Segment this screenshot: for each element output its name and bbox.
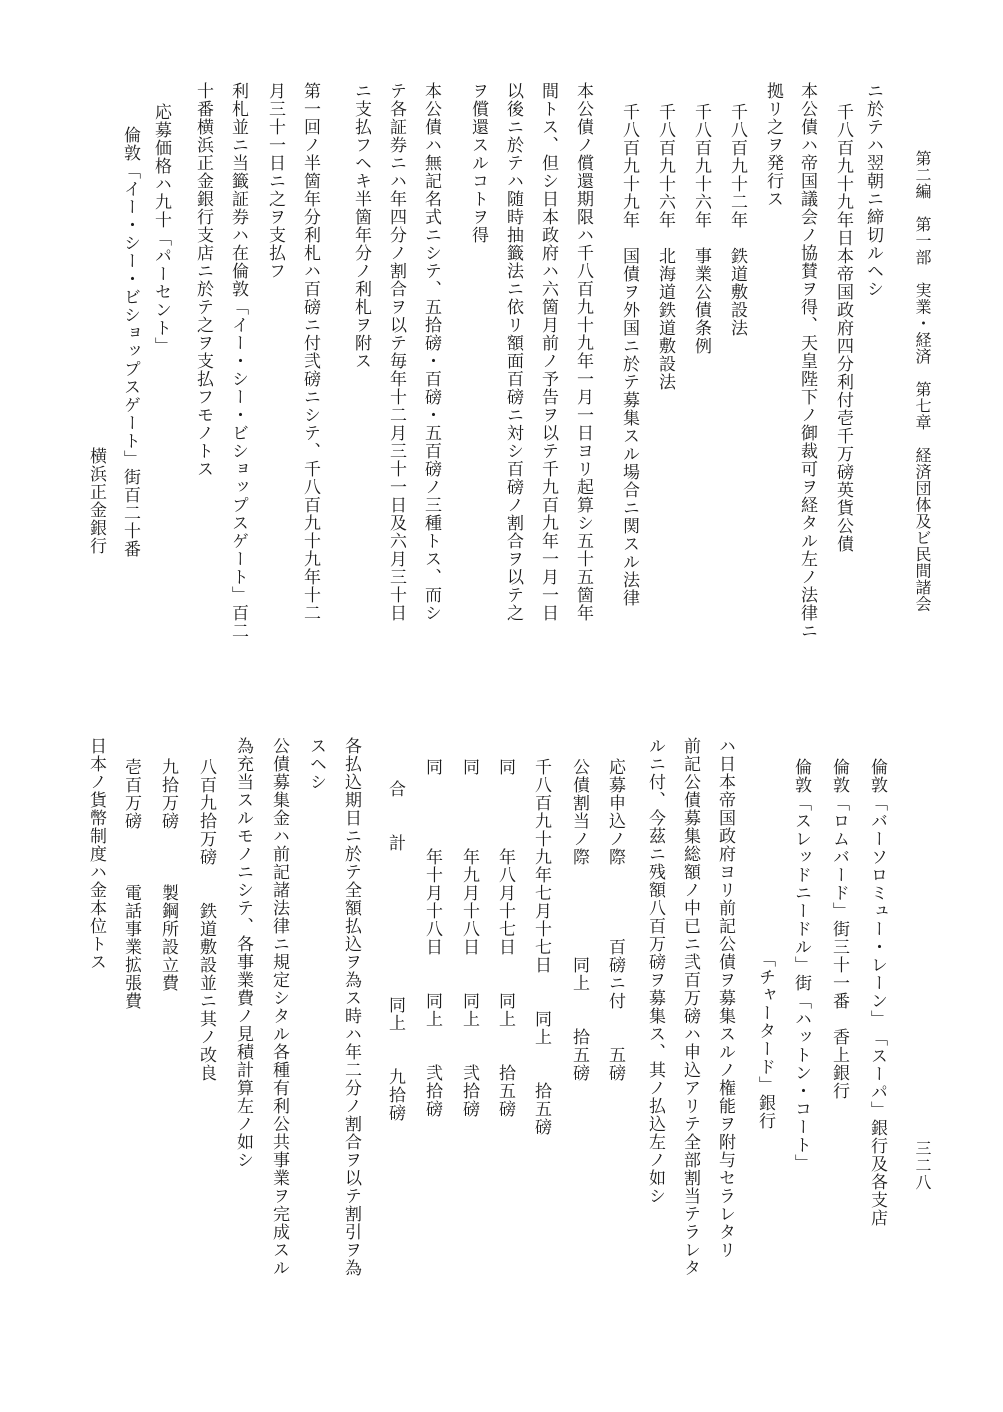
lower-line-3: 倫敦「スレッドニードル」街「ハットン・コート」 xyxy=(791,758,811,1172)
lower-line-4: 「チャータード」銀行 xyxy=(755,950,775,1130)
lower-line-21: 壱百万磅 電話事業拡張費 xyxy=(121,758,141,1010)
upper-line-5: 千八百九十二年 鉄道敷設法 xyxy=(727,103,747,337)
upper-line-1: ニ於テハ翌朝ニ締切ルヘシ xyxy=(863,82,883,298)
upper-line-17: 月三十一日ニ之ヲ支払フ xyxy=(265,82,285,280)
upper-line-15: ニ支払フヘキ半箇年分ノ利札ヲ附ス xyxy=(351,82,371,370)
lower-line-16: スヘシ xyxy=(306,737,326,791)
upper-line-9: 本公債ノ償還期限ハ千八百九十九年一月一日ヨリ起算シ五十五箇年 xyxy=(573,82,593,622)
upper-line-13: 本公債ハ無記名式ニシテ、五拾磅・百磅・五百磅ノ三種トス、而シ xyxy=(421,82,441,622)
lower-line-19: 八百九拾万磅 鉄道敷設並ニ其ノ改良 xyxy=(196,758,216,1082)
lower-line-14: 合 計 同上 九拾磅 xyxy=(385,780,405,1122)
lower-line-5: ハ日本帝国政府ヨリ前記公債ヲ募集スルノ権能ヲ附与セラレタリ xyxy=(715,737,735,1259)
upper-line-7: 千八百九十六年 北海道鉄道敷設法 xyxy=(655,103,675,391)
upper-line-3: 本公債ハ帝国議会ノ協賛ヲ得、天皇陛下ノ御裁可ヲ経タル左ノ法律ニ xyxy=(797,82,817,640)
upper-line-8: 千八百九十九年 国債ヲ外国ニ於テ募集スル場合ニ関スル法律 xyxy=(619,103,639,607)
upper-line-21: 倫敦「イー・シー・ビショップスゲート」街百二十番 xyxy=(120,126,140,558)
upper-line-19: 十番横浜正金銀行支店ニ於テ之ヲ支払フモノトス xyxy=(193,82,213,478)
upper-line-2: 千八百九十九年日本帝国政府四分利付壱千万磅英貨公債 xyxy=(833,103,853,553)
lower-line-2: 倫敦「ロムバード」街三十一番 香上銀行 xyxy=(829,758,849,1100)
upper-line-4: 拠リ之ヲ発行ス xyxy=(763,82,783,208)
lower-line-17: 公債募集金ハ前記諸法律ニ規定シタル各種有利公共事業ヲ完成スル xyxy=(269,737,289,1277)
lower-line-1: 倫敦「バーソロミュー・レーン」 「スーパ」銀行及各支店 xyxy=(867,758,887,1227)
upper-line-14: テ各証券ニハ年四分ノ割合ヲ以テ毎年十二月三十一日及六月三十日 xyxy=(386,82,406,622)
upper-line-10: 間トス、但シ日本政府ハ六箇月前ノ予告ヲ以テ千九百九年一月一日 xyxy=(538,82,558,622)
lower-line-6: 前記公債募集総額ノ中已ニ弐百万磅ハ申込アリテ全部割当テラレタ xyxy=(680,737,700,1277)
lower-line-20: 九拾万磅 製鋼所設立費 xyxy=(158,758,178,992)
upper-line-6: 千八百九十六年 事業公債条例 xyxy=(691,103,711,355)
upper-line-11: 以後ニ於テハ随時抽籤法ニ依リ額面百磅ニ対シ百磅ノ割合ヲ以テ之 xyxy=(503,82,523,622)
lower-line-18: 為充当スルモノニシテ、各事業費ノ見積計算左ノ如シ xyxy=(233,737,253,1169)
upper-line-16: 第一回ノ半箇年分利札ハ百磅ニ付弐磅ニシテ、千八百九十九年十二 xyxy=(300,82,320,622)
upper-line-22: 横浜正金銀行 xyxy=(86,447,106,555)
lower-line-22: 日本ノ貨幣制度ハ金本位トス xyxy=(86,737,106,971)
lower-line-7: ルニ付、今茲ニ残額八百万磅ヲ募集ス、其ノ払込左ノ如シ xyxy=(645,737,665,1205)
running-head: 第二編 第一部 実業・経済 第七章 経済団体及ビ民間諸会 xyxy=(913,150,932,612)
lower-line-9: 公債割当ノ際 同上 拾五磅 xyxy=(569,758,589,1082)
upper-line-12: ヲ償還スルコトヲ得 xyxy=(468,82,488,244)
lower-line-11: 同 年八月十七日 同上 拾五磅 xyxy=(495,758,515,1118)
lower-line-13: 同 年十月十八日 同上 弐拾磅 xyxy=(422,758,442,1118)
lower-line-15: 各払込期日ニ於テ全額払込ヲ為ス時ハ年二分ノ割合ヲ以テ割引ヲ為 xyxy=(341,737,361,1277)
lower-line-12: 同 年九月十八日 同上 弐拾磅 xyxy=(459,758,479,1118)
lower-line-10: 千八百九十九年七月十七日 同上 拾五磅 xyxy=(531,758,551,1136)
upper-line-18: 利札並ニ当籤証券ハ在倫敦「イー・シー・ビショップスゲート」百二 xyxy=(228,82,248,640)
lower-line-8: 応募申込ノ際 百磅ニ付 五磅 xyxy=(605,758,625,1082)
page-number: 三二八 xyxy=(913,1140,932,1191)
upper-line-20: 応募価格ハ九十「パーセント」 xyxy=(151,103,171,355)
